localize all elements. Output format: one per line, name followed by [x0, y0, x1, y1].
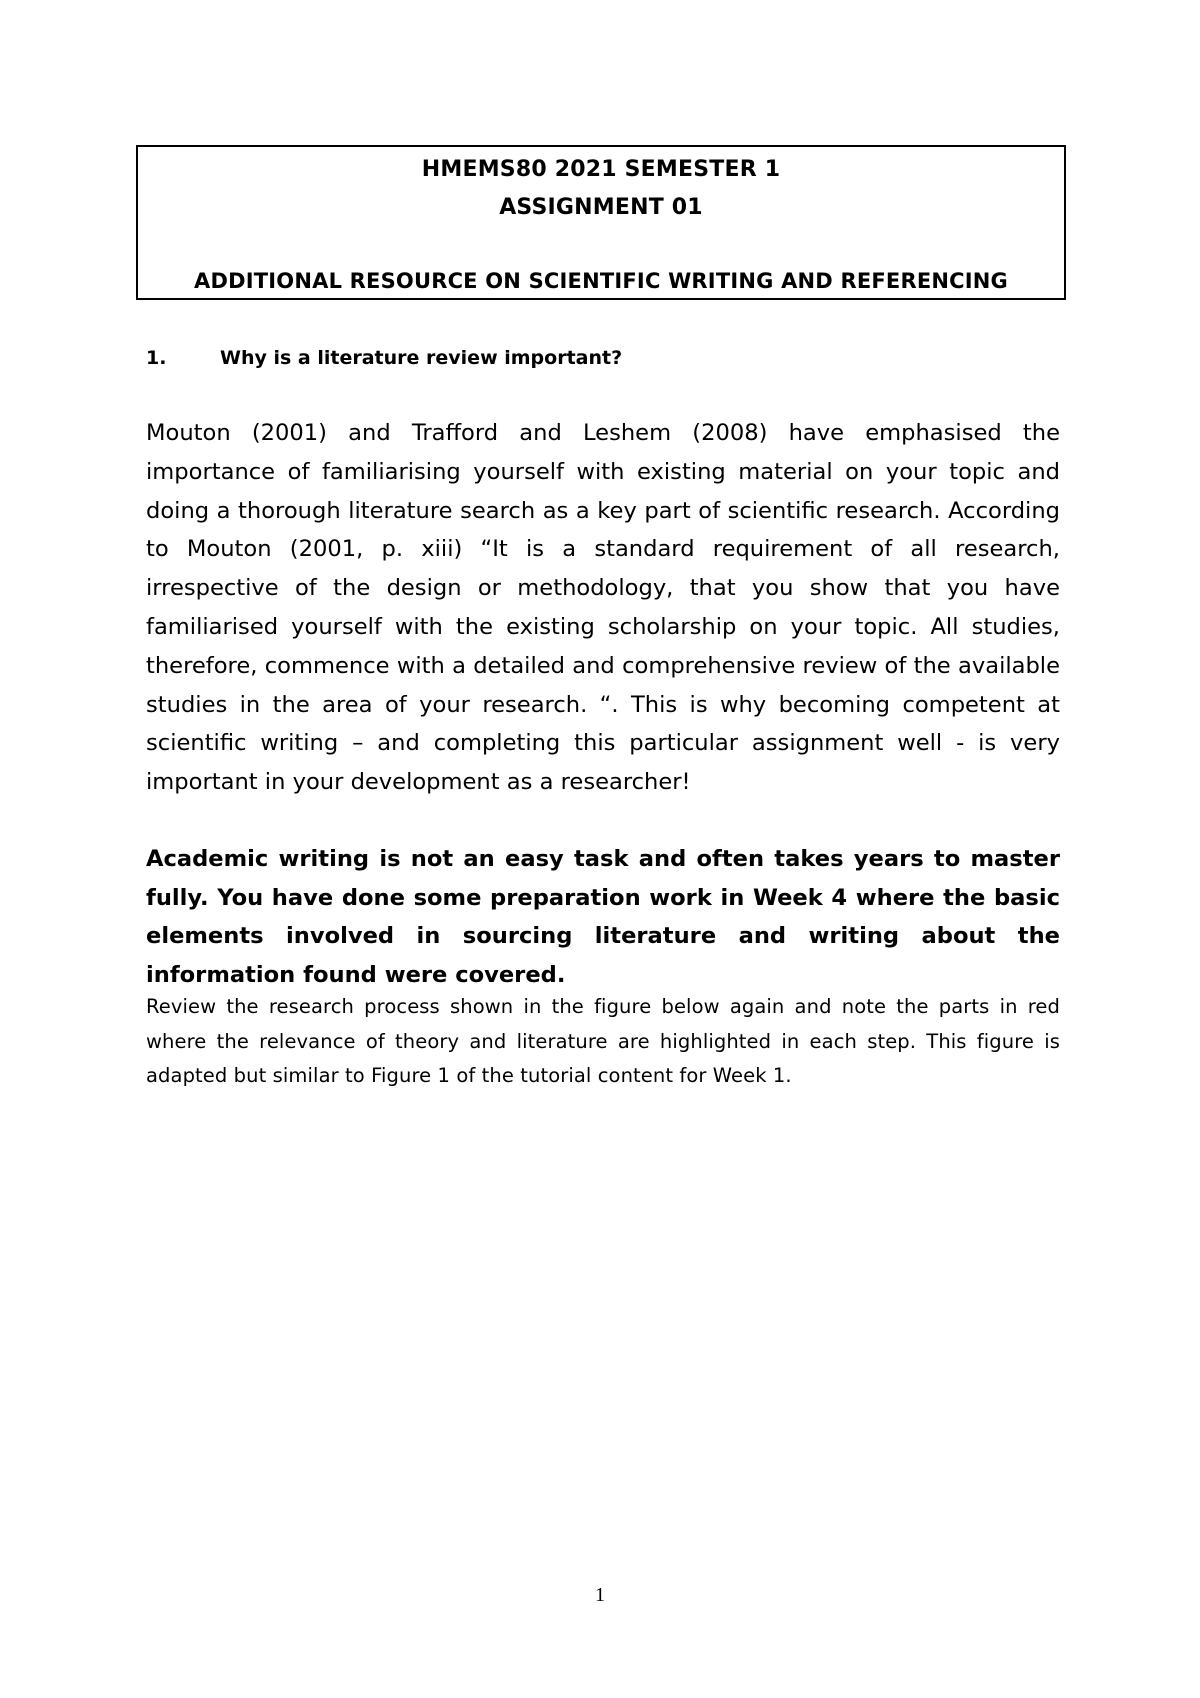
- section-number: 1.: [146, 347, 167, 369]
- section-heading: [146, 347, 622, 369]
- course-title: HMEMS80 2021 SEMESTER 1: [421, 157, 781, 182]
- title-box: [136, 145, 1066, 300]
- assignment-title: ASSIGNMENT 01: [499, 195, 703, 220]
- paragraph-academic-writing: Academic writing is not an easy task and often takes years to master fully. You have done some preparation work in Week 4 where the basic elements involved in sourcing literature and writing about the information found were covered.: [146, 846, 1060, 988]
- paragraph-research-process: Review the research process shown in the figure below again and note the parts in red where the relevance of theory and literature are highlighted in each step. This figure is adapted but similar to Figure 1 of the tutorial content for Week 1.: [146, 995, 1060, 1087]
- section-title: Why is a literature review important?: [220, 347, 623, 369]
- page-number: 1: [595, 1584, 605, 1606]
- paragraph-literature-importance: Mouton (2001) and Trafford and Leshem (2008) have emphasised the importance of familiarising yourself with existing material on your topic and doing a thorough literature search as a key part of scientific research. According to Mouton (2001, p. xiii) “It is a standard requirement of all research, irrespective of the design or methodology, that you show that you have familiarised yourself with the existing scholarship on your topic. All studies, therefore, commence with a detailed and comprehensive review of the available studies in the area of your research. “. This is why becoming competent at scientific writing – and completing this particular assignment well - is very important in your development as a researcher!: [146, 420, 1060, 796]
- resource-title: ADDITIONAL RESOURCE ON SCIENTIFIC WRITING AND REFERENCING: [194, 269, 1008, 293]
